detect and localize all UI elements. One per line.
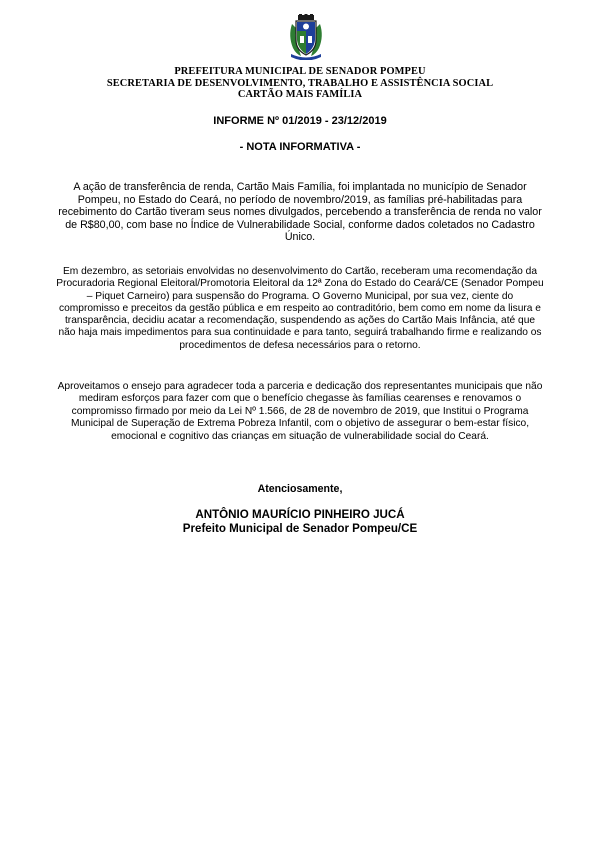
header-municipality: PREFEITURA MUNICIPAL DE SENADOR POMPEU bbox=[174, 66, 426, 77]
document-header bbox=[0, 66, 600, 101]
document-title: INFORME Nº 01/2019 - 23/12/2019 bbox=[213, 115, 387, 127]
header-program: CARTÃO MAIS FAMÍLIA bbox=[237, 89, 363, 100]
document-subtitle: - NOTA INFORMATIVA - bbox=[239, 141, 361, 153]
municipal-coat-of-arms-icon bbox=[288, 14, 324, 60]
signature-block bbox=[0, 508, 600, 535]
header-secretariat: SECRETARIA DE DESENVOLVIMENTO, TRABALHO E ASSISTÊNCIA SOCIAL bbox=[106, 77, 494, 89]
signatory-title: Prefeito Municipal de Senador Pompeu/CE bbox=[182, 521, 418, 535]
paragraph-3: Aproveitamos o ensejo para agradecer toda a parceria e dedicação dos representantes municipais que não mediram esforços para fazer com que o benefício chegasse às famílias cearenses e renovamos o compromisso firmado por meio da Lei Nº 1.566, de 28 de novembro de 2019, que Institui o Programa Municipal de Superação de Extrema Pobreza Infantil, com o objetivo de assegurar o bem-estar físico, emocional e cognitivo das crianças em situação de vulnerabilidade social do Ceará. bbox=[57, 381, 543, 442]
signatory-name: ANTÔNIO MAURÍCIO PINHEIRO JUCÁ bbox=[195, 508, 405, 521]
paragraph-2: Em dezembro, as setoriais envolvidas no desenvolvimento do Cartão, receberam uma recomendação da Procuradoria Regional Eleitoral/Promotoria Eleitoral da 12ª Zona do Estado do Ceará/CE (Senador Pompeu – Piquet Carneiro) para suspensão do Programa. O Governo Municipal, por sua vez, ciente do compromisso e preceitos da gestão pública e em respeito ao contraditório, bem como em nome da lisura e transparência, decidiu acatar a recomendação, suspendendo as ações do Cartão Mais Infância, até que não haja mais impedimentos para sua continuidade e para tanto, seguirá trabalhando firme e realizando os procedimentos de defesa necessários para o retorno. bbox=[56, 266, 544, 351]
closing-salutation: Atenciosamente, bbox=[257, 483, 343, 495]
paragraph-1: A ação de transferência de renda, Cartão Mais Família, foi implantada no município de Senador Pompeu, no Estado do Ceará, no período de novembro/2019, as famílias pré-habilitadas para recebimento do Cartão tiveram seus nomes divulgados, percebendo a transferência de renda no valor de R$80,00, com base no Índice de Vulnerabilidade Social, conforme dados coletados no Cadastro Único. bbox=[58, 181, 542, 244]
